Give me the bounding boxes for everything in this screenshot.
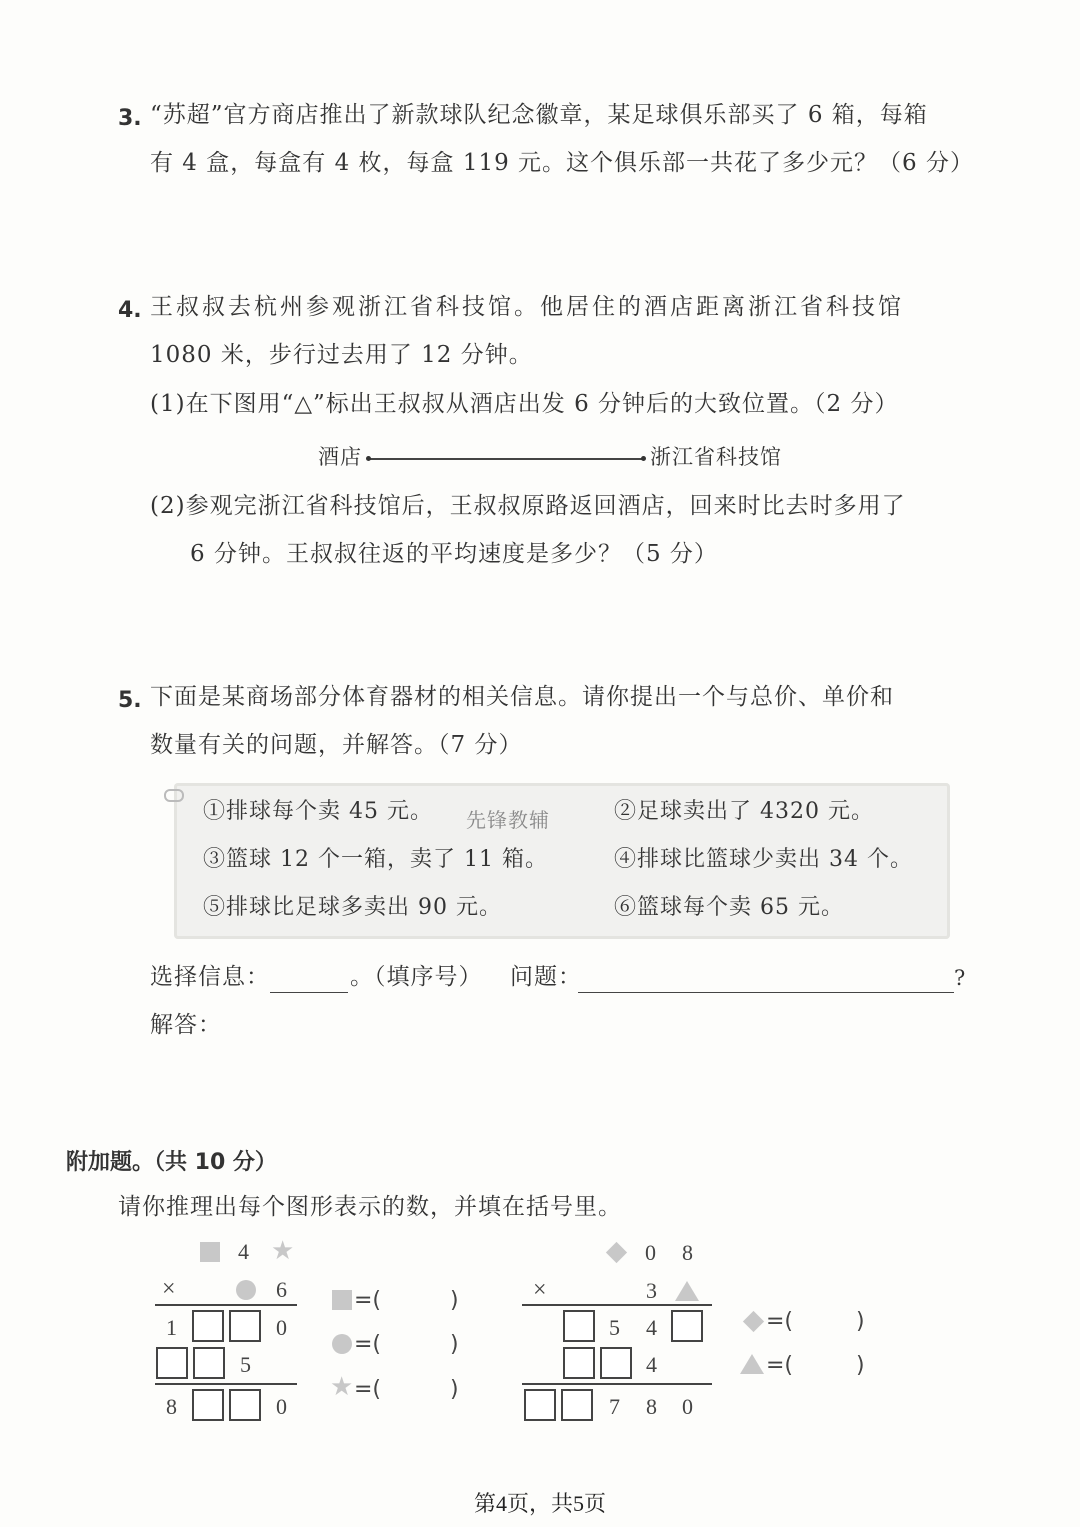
q4-sub2-line2: 6 分钟。王叔叔往返的平均速度是多少？（5 分） — [190, 541, 718, 567]
paperclip-icon — [164, 789, 184, 802]
left-row1-digit: 4 — [238, 1239, 249, 1264]
q3-line2: 有 4 盒，每盒有 4 枚，每盒 119 元。这个俱乐部一共花了多少元？（6 分） — [150, 150, 974, 176]
square-answer-open: =( — [354, 1288, 382, 1313]
left-p2-box-1[interactable] — [156, 1347, 188, 1379]
left-times-sign: × — [162, 1276, 176, 1302]
left-p1-box-2[interactable] — [229, 1310, 261, 1342]
select-answer-blank[interactable] — [270, 992, 348, 993]
hotel-label: 酒店 — [318, 445, 362, 469]
triangle-icon — [675, 1281, 699, 1301]
star-answer-open: =( — [354, 1377, 382, 1402]
right-result-d2: 8 — [646, 1394, 657, 1419]
right-p1-box-2[interactable] — [671, 1310, 703, 1342]
info-item-3: ③篮球 12 个一箱，卖了 11 箱。 — [203, 847, 548, 872]
left-p1-box-1[interactable] — [192, 1310, 224, 1342]
q4-line2: 1080 米，步行过去用了 12 分钟。 — [150, 342, 533, 368]
q5-number: 5. — [118, 688, 142, 713]
diamond-answer-icon — [743, 1311, 764, 1332]
page-number: 第4页，共5页 — [473, 1491, 606, 1516]
q3-line1: “苏超”官方商店推出了新款球队纪念徽章，某足球俱乐部买了 6 箱，每箱 — [150, 102, 928, 128]
select-label: 选择信息： — [150, 964, 270, 990]
right-result-box-2[interactable] — [561, 1389, 593, 1421]
route-line[interactable] — [368, 458, 644, 460]
diamond-answer-close[interactable]: ) — [856, 1309, 865, 1334]
q4-line1: 王叔叔去杭州参观浙江省科技馆。他居住的酒店距离浙江省科技馆 — [150, 294, 904, 320]
right-row2-digit: 3 — [646, 1278, 657, 1303]
right-p2-box-1[interactable] — [563, 1347, 595, 1379]
triangle-answer-icon — [740, 1354, 764, 1374]
left-result-box-2[interactable] — [229, 1389, 261, 1421]
route-start-dot — [366, 456, 371, 461]
right-result-d1: 7 — [609, 1394, 620, 1419]
circle-answer-close[interactable]: ) — [450, 1332, 459, 1357]
right-row1-d2: 8 — [682, 1240, 693, 1265]
left-result-first: 8 — [166, 1394, 177, 1419]
question-end-mark: ? — [954, 966, 967, 990]
info-item-4: ④排球比篮球少卖出 34 个。 — [614, 847, 913, 872]
star-answer-close[interactable]: ) — [450, 1377, 459, 1402]
right-row1-d1: 0 — [645, 1240, 656, 1265]
q4-sub2-line1: (2)参观完浙江省科技馆后，王叔叔原路返回酒店，回来时比去时多用了 — [150, 493, 906, 519]
q4-sub1: (1)在下图用“△”标出王叔叔从酒店出发 6 分钟后的大致位置。（2 分） — [150, 391, 899, 417]
bonus-title: 附加题。（共 10 分） — [66, 1150, 277, 1175]
diamond-icon — [606, 1242, 627, 1263]
square-icon — [200, 1242, 220, 1262]
right-result-box-1[interactable] — [524, 1389, 556, 1421]
right-p2-box-2[interactable] — [600, 1347, 632, 1379]
left-p1-last: 0 — [276, 1315, 287, 1340]
info-item-1: ①排球每个卖 45 元。 — [203, 799, 433, 824]
question-answer-blank[interactable] — [578, 992, 954, 993]
right-result-d3: 0 — [682, 1394, 693, 1419]
route-end-dot — [641, 456, 646, 461]
circle-icon — [236, 1280, 256, 1300]
answer-label: 解答： — [150, 1012, 222, 1038]
right-p1-d1: 5 — [609, 1315, 620, 1340]
left-result-last: 0 — [276, 1394, 287, 1419]
triangle-answer-close[interactable]: ) — [856, 1353, 865, 1378]
info-item-6: ⑥篮球每个卖 65 元。 — [614, 895, 844, 920]
right-p1-box-1[interactable] — [563, 1310, 595, 1342]
bonus-instruction: 请你推理出每个图形表示的数，并填在括号里。 — [118, 1194, 622, 1220]
left-row2-digit: 6 — [276, 1277, 287, 1302]
triangle-answer-open: =( — [766, 1353, 794, 1378]
museum-label: 浙江省科技馆 — [650, 445, 782, 469]
left-p1-first: 1 — [166, 1315, 177, 1340]
q3-number: 3. — [118, 106, 142, 131]
diamond-answer-open: =( — [766, 1309, 794, 1334]
square-answer-icon — [332, 1290, 352, 1310]
star-icon: ★ — [271, 1236, 295, 1266]
right-p2-d1: 4 — [646, 1352, 657, 1377]
right-times-sign: × — [533, 1277, 547, 1303]
info-item-2: ②足球卖出了 4320 元。 — [614, 799, 874, 824]
q5-line1: 下面是某商场部分体育器材的相关信息。请你提出一个与总价、单价和 — [150, 684, 894, 710]
left-rule-1 — [155, 1304, 297, 1306]
select-suffix: 。（填序号） — [350, 964, 483, 990]
left-result-box-1[interactable] — [192, 1389, 224, 1421]
circle-answer-open: =( — [354, 1332, 382, 1357]
circle-answer-icon — [332, 1334, 352, 1354]
square-answer-close[interactable]: ) — [450, 1288, 459, 1313]
star-answer-icon: ★ — [330, 1372, 354, 1402]
right-rule-2 — [522, 1383, 712, 1385]
left-p2-box-2[interactable] — [193, 1347, 225, 1379]
q5-line2: 数量有关的问题，并解答。（7 分） — [150, 732, 523, 758]
left-p2-last: 5 — [240, 1352, 251, 1377]
right-rule-1 — [522, 1304, 712, 1306]
q4-number: 4. — [118, 298, 142, 323]
right-p1-d2: 4 — [646, 1315, 657, 1340]
left-rule-2 — [155, 1383, 297, 1385]
question-label: 问题： — [510, 964, 582, 990]
info-item-5: ⑤排球比足球多卖出 90 元。 — [203, 895, 502, 920]
watermark: 先锋教辅 — [466, 808, 550, 832]
